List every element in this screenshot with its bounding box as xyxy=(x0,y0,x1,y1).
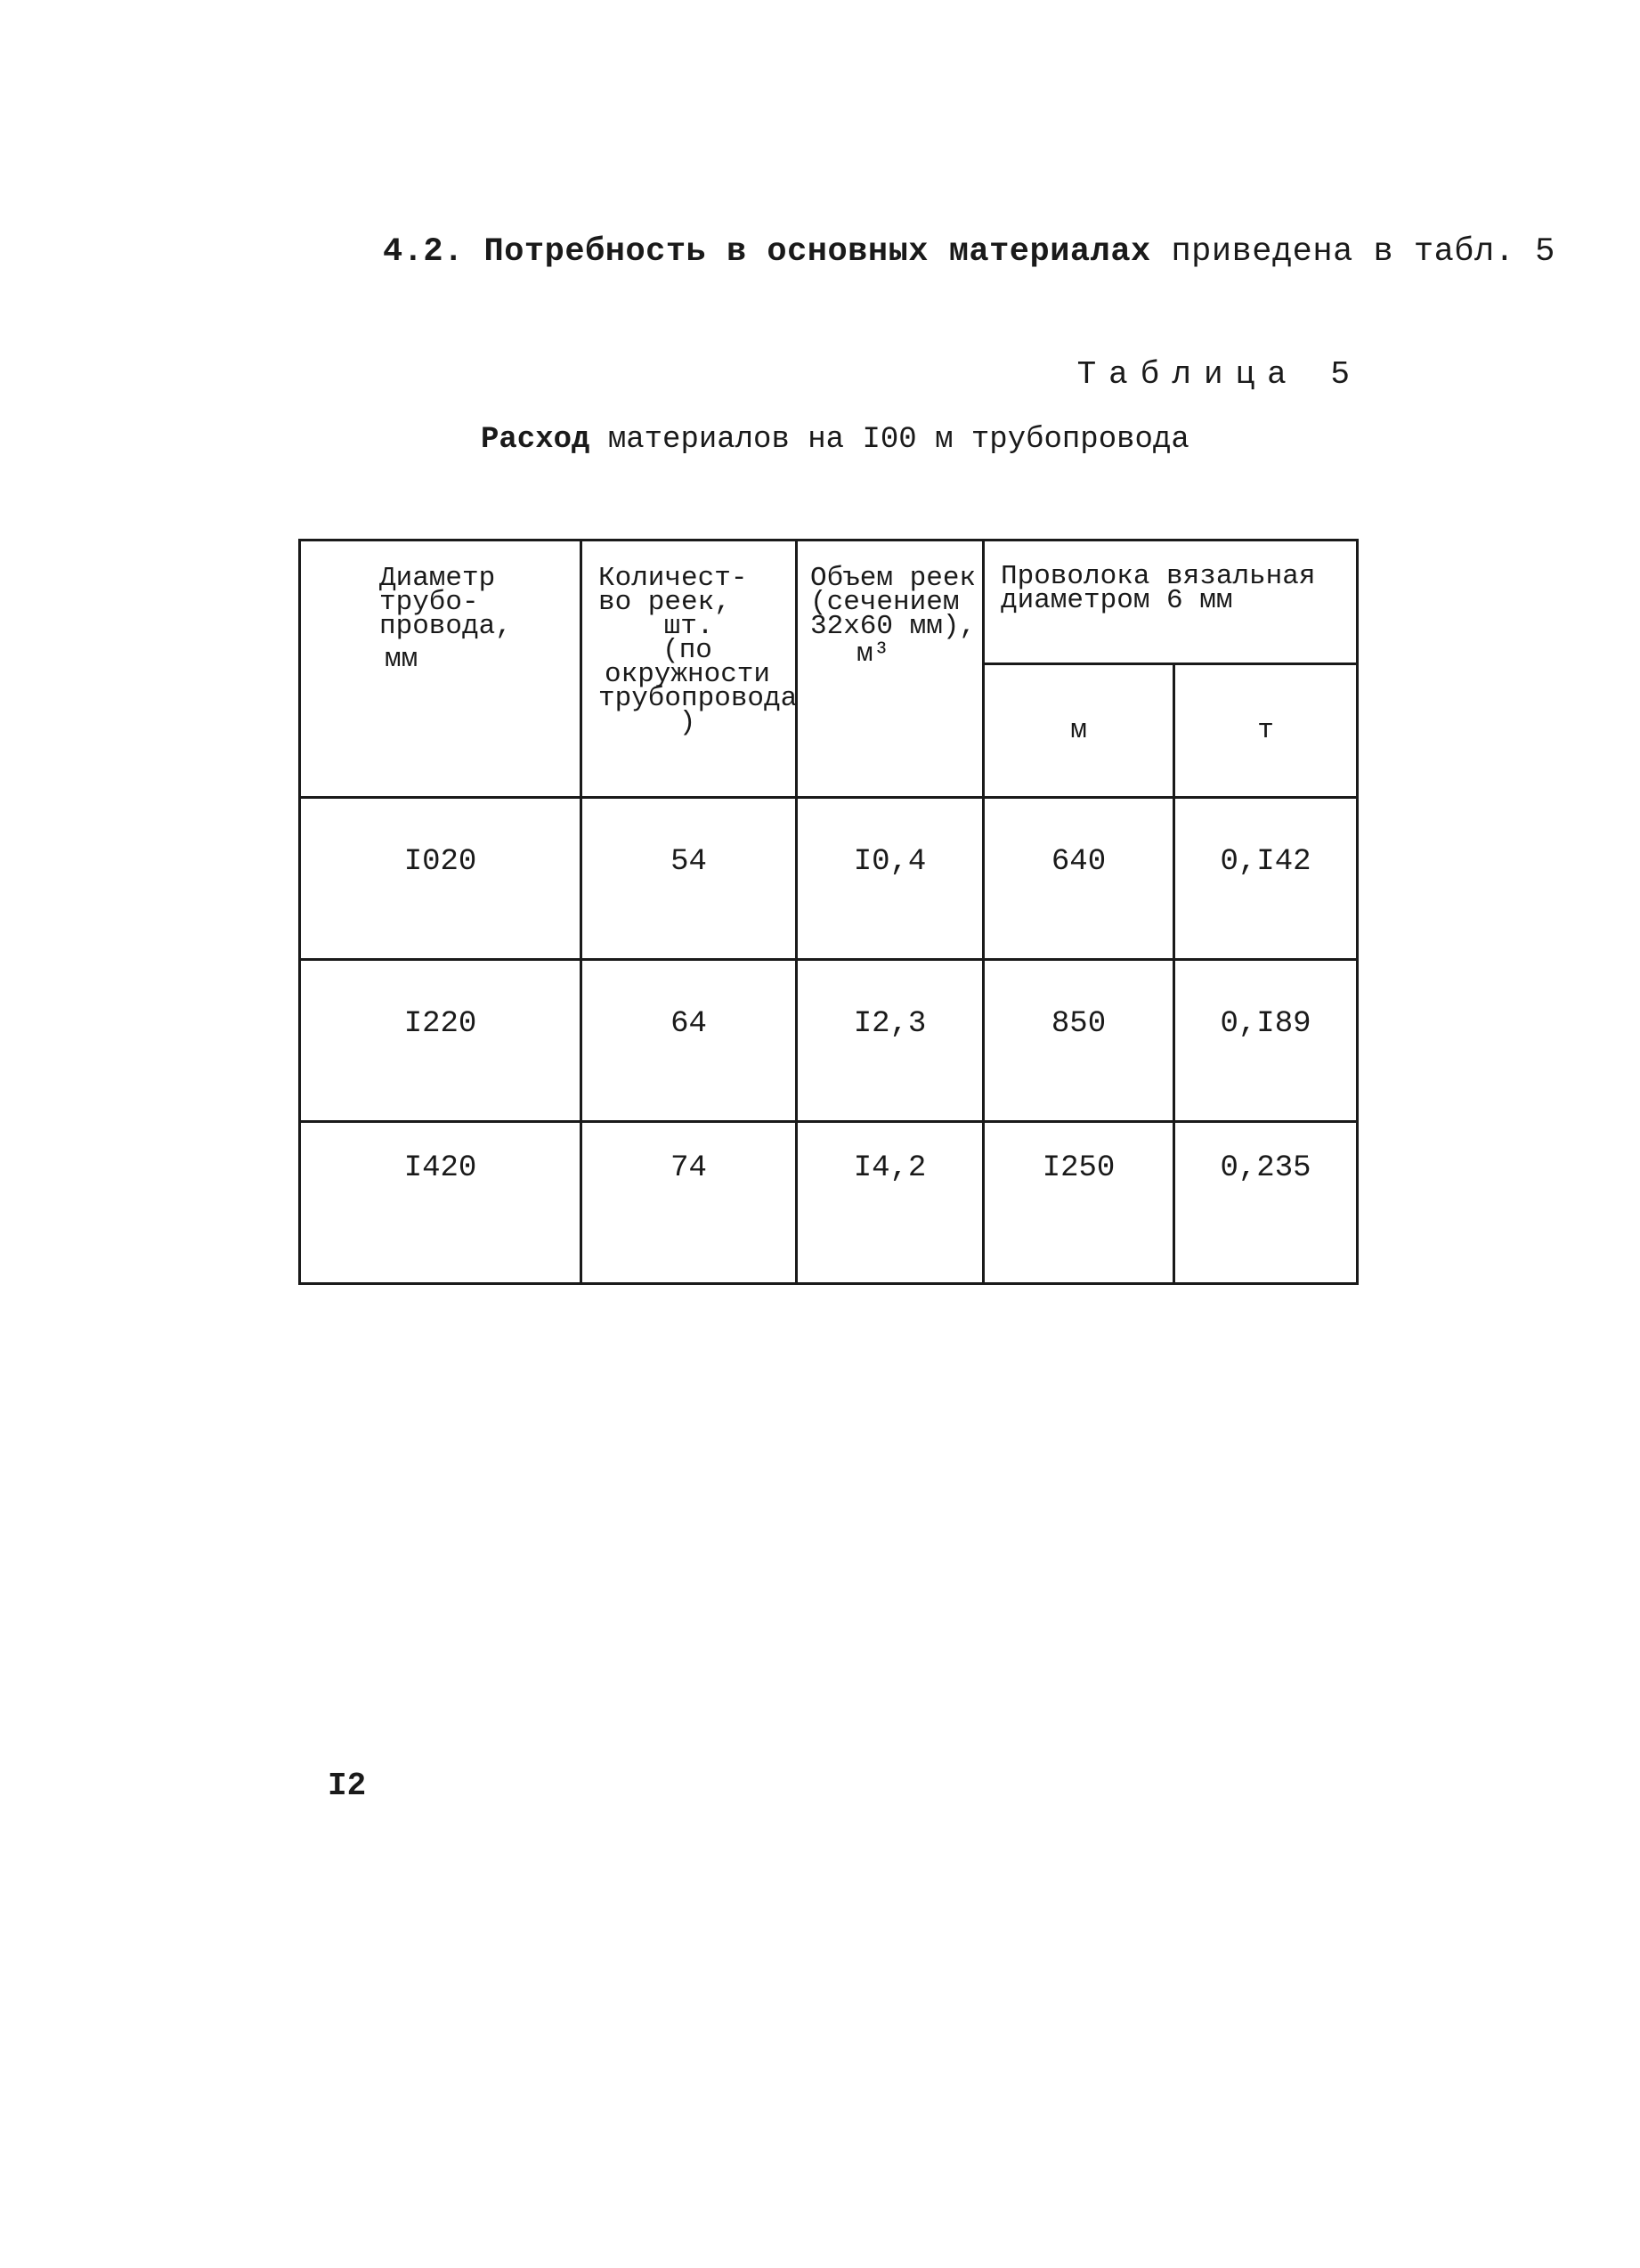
header-wire-tons: т xyxy=(1174,664,1358,798)
page-number: I2 xyxy=(328,1768,367,1804)
cell-meters: 850 xyxy=(984,960,1174,1122)
cell-count: 74 xyxy=(581,1122,797,1284)
intro-paragraph xyxy=(383,233,1555,271)
header-diameter xyxy=(300,541,581,798)
header-count-note: (по окружности трубопровода ) xyxy=(598,635,798,738)
table-title xyxy=(481,423,1282,457)
cell-volume: I2,3 xyxy=(797,960,984,1122)
intro-rest: приведена в табл. 5 xyxy=(1150,233,1555,271)
table-label: Таблица 5 xyxy=(1076,356,1362,393)
header-volume-unit: м³ xyxy=(857,638,890,670)
header-wire-text: Проволока вязальная диаметром 6 мм xyxy=(1001,561,1316,616)
cell-tons: 0,I42 xyxy=(1174,798,1358,960)
cell-volume: I0,4 xyxy=(797,798,984,960)
cell-count: 64 xyxy=(581,960,797,1122)
cell-tons: 0,235 xyxy=(1174,1122,1358,1284)
cell-count: 54 xyxy=(581,798,797,960)
header-wire-meters: м xyxy=(984,664,1174,798)
header-volume xyxy=(797,541,984,798)
table-row xyxy=(300,798,1358,960)
table-title-bold: Расход xyxy=(481,423,590,457)
cell-diameter: I020 xyxy=(300,798,581,960)
table-title-rest: материалов на I00 м трубопровода xyxy=(589,423,1189,457)
cell-meters: 640 xyxy=(984,798,1174,960)
cell-diameter: I420 xyxy=(300,1122,581,1284)
header-diameter-text: Диаметр трубо-провода, xyxy=(379,563,512,642)
header-count xyxy=(581,541,797,798)
cell-diameter: I220 xyxy=(300,960,581,1122)
table-row xyxy=(300,1122,1358,1284)
cell-tons: 0,I89 xyxy=(1174,960,1358,1122)
header-volume-text: Объем реек (сечением 32х60 мм), xyxy=(810,563,977,642)
header-count-unit: шт. xyxy=(663,611,714,642)
header-wire xyxy=(984,541,1358,664)
header-diameter-unit: мм xyxy=(385,644,418,675)
header-count-text: Количест-во реек, xyxy=(598,563,748,618)
table-row xyxy=(300,960,1358,1122)
materials-table xyxy=(298,539,1359,1285)
intro-bold: 4.2. Потребность в основных материалах xyxy=(383,233,1151,271)
cell-volume: I4,2 xyxy=(797,1122,984,1284)
cell-meters: I250 xyxy=(984,1122,1174,1284)
